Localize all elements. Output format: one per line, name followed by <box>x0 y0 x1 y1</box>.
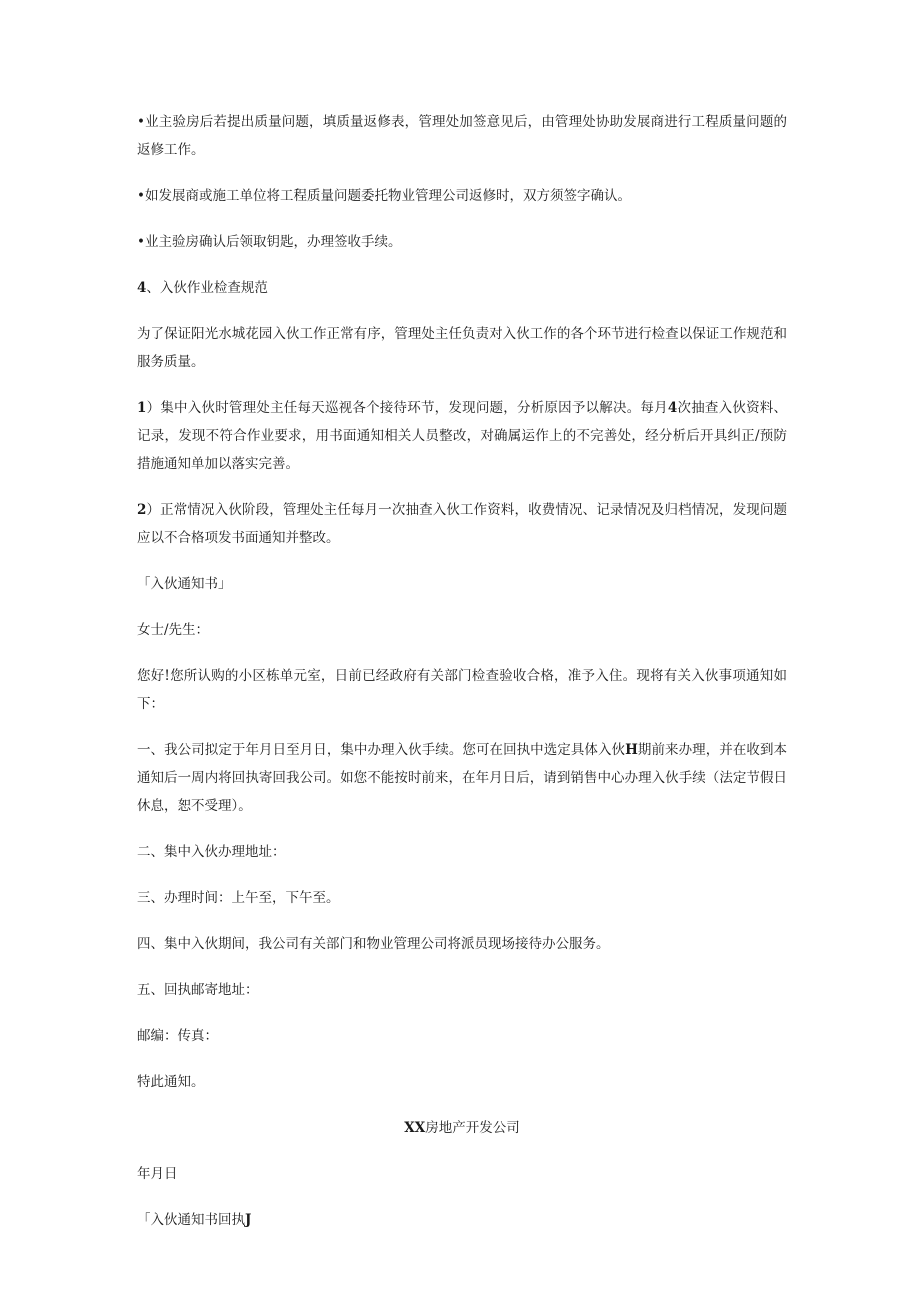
notice-item-2: 二、集中入伙办理地址： <box>137 844 286 860</box>
section-4-item-1 <box>137 394 787 478</box>
bullet-paragraph-2: •如发展商或施工单位将工程质量问题委托物业管理公司返修时，双方须签字确认。 <box>137 188 631 204</box>
receipt-title <box>137 1206 787 1234</box>
notice-item-1-h: H <box>625 742 638 758</box>
notice-item-1-b: 期前来办理，并在收到本通知后一周内将回执寄回我公司。如您不能按时前来，在年月日后，请到销售中心办理入伙手续（法定节假日休息，恕不受理）。 <box>137 742 787 814</box>
notice-item-1 <box>137 736 787 820</box>
item-1-number: 1 <box>137 400 147 416</box>
notice-postcode-fax: 邮编：传真： <box>137 1028 218 1044</box>
section-4-title: 、入伙作业检查规范 <box>146 280 268 296</box>
item-1-text-b: 次抽查入伙资料、记录，发现不符合作业要求，用书面通知相关人员整改，对确属运作上的不完善处，经分析后开具纠正/预防措施通知单加以落实完善。 <box>137 400 787 472</box>
notice-item-1-a: 一、我公司拟定于年月日至月日，集中办理入伙手续。您可在回执中选定具体入伙 <box>137 742 626 758</box>
notice-item-3: 三、办理时间：上午至，下午至。 <box>137 890 340 906</box>
notice-greeting: 您好!您所认购的小区栋单元室，日前已经政府有关部门检查验收合格，准予入住。现将有关入伙事项通知如下： <box>137 668 787 712</box>
notice-date: 年月日 <box>137 1166 178 1182</box>
section-4-number: 4 <box>137 280 147 296</box>
notice-salutation: 女士/先生： <box>137 622 210 638</box>
section-4-item-2 <box>137 496 787 552</box>
notice-closing: 特此通知。 <box>137 1074 205 1090</box>
bullet-paragraph-1: •业主验房后若提出质量问题，填质量返修表，管理处加签意见后，由管理处协助发展商进行工程质量问题的返修工作。 <box>137 114 787 158</box>
notice-title: 「入伙通知书」 <box>137 576 232 592</box>
receipt-title-a: 「入伙通知书回执 <box>137 1212 245 1228</box>
section-4-intro: 为了保证阳光水城花园入伙工作正常有序，管理处主任负责对入伙工作的各个环节进行检查以保证工作规范和服务质量。 <box>137 326 787 370</box>
company-name: 房地产开发公司 <box>425 1120 520 1136</box>
company-signature <box>137 1114 787 1142</box>
notice-item-5: 五、回执邮寄地址： <box>137 982 259 998</box>
section-4-heading <box>137 274 787 302</box>
item-2-text: ）正常情况入伙阶段，管理处主任每月一次抽查入伙工作资料，收费情况、记录情况及归档情况，发现问题应以不合格项发书面通知并整改。 <box>137 502 787 546</box>
receipt-title-b: J <box>245 1212 252 1228</box>
document-page <box>137 108 787 1252</box>
notice-item-4: 四、集中入伙期间，我公司有关部门和物业管理公司将派员现场接待办公服务。 <box>137 936 610 952</box>
item-1-text-a: ）集中入伙时管理处主任每天巡视各个接待环节，发现问题，分析原因予以解决。每月 <box>146 400 668 416</box>
item-2-number: 2 <box>137 502 147 518</box>
item-1-count: 4 <box>667 400 678 416</box>
company-xx: XX <box>404 1120 426 1136</box>
bullet-paragraph-3: •业主验房确认后领取钥匙，办理签收手续。 <box>137 234 402 250</box>
